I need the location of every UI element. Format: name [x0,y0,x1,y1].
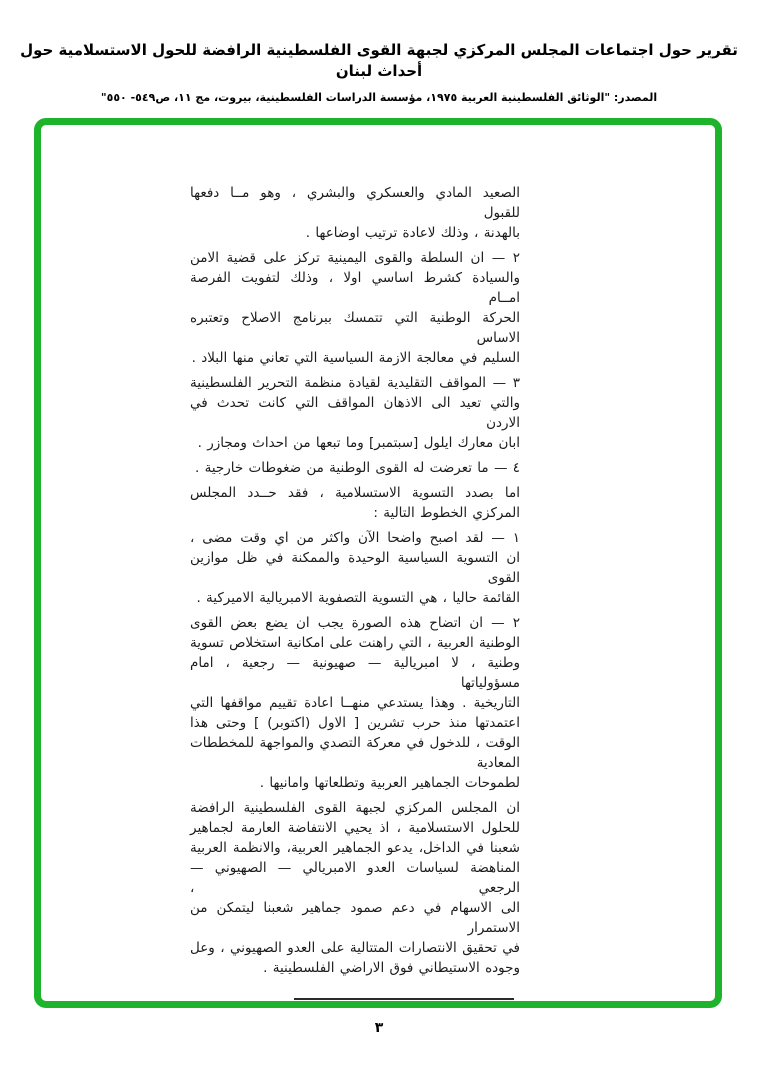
text-line: الوطنية العربية ، التي راهنت على امكانية استخلاص تسوية [190,635,520,651]
text-line: والتي تعيد الى الاذهان المواقف التي كانت تحدث في الاردن [190,395,520,431]
text-line: وجوده الاستيطاني فوق الاراضي الفلسطينية . [263,960,520,976]
paragraph [190,798,520,978]
text-line: والسيادة كشرط اساسي اولا ، وذلك لتفويت الفرصة امــام [190,270,520,306]
page-title: تقرير حول اجتماعات المجلس المركزي لجبهة القوى الفلسطينية الرافضة للحول الاستسلامية حول أحداث لبنان [20,41,738,80]
text-line: شعبنا في الداخل، يدعو الجماهير العربية، والانظمة العربية [190,840,520,856]
paragraph [190,373,520,453]
text-line: ان المجلس المركزي لجبهة القوى الفلسطينية الرافضة [190,800,520,816]
text-line: الوقت ، للدخول في معركة التصدي والمواجهة للمخططات المعادية [190,735,520,771]
text-line: في تحقيق الانتصارات المتتالية على العدو الصهيوني ، وعل [190,940,520,956]
paragraph [190,528,520,608]
text-line: ١ — لقد اصبح واضحا الآن واكثر من اي وقت مضى ، [190,530,520,546]
page-number: ٣ [374,1020,384,1036]
text-line: للحلول الاستسلامية ، اذ يحيي الانتفاضة العارمة لجماهير [190,820,520,836]
section-divider-rule [294,998,514,1000]
text-line: اما بصدد التسوية الاستسلامية ، فقد حــدد المجلس [190,485,520,501]
text-line: المركزي الخطوط التالية : [373,505,520,521]
source-citation: المصدر: "الوثائق الفلسطينية العربية ١٩٧٥، مؤسسة الدراسات الفلسطينية، بيروت، مج ١١، ص٥٤٩- ٥٥٠" [100,91,658,104]
text-line: الحركة الوطنية التي تتمسك ببرنامج الاصلاح وتعتبره الاساس [190,310,520,346]
document-text-column [190,183,520,1000]
text-line: ابان معارك ايلول [سبتمبر] وما تبعها من احداث ومجازر . [197,435,520,451]
scanned-document-frame [34,118,722,1008]
text-line: ٤ — ما تعرضت له القوى الوطنية من ضغوطات خارجية . [195,460,520,476]
text-line: الى الاسهام في دعم صمود جماهير شعبنا ليتمكن من الاستمرار [190,900,520,936]
text-line: اعتمدتها منذ حرب تشرين [ الاول (اكتوبر) ] وحتى هذا [190,715,520,731]
text-line: بالهدنة ، وذلك لاعادة ترتيب اوضاعها . [305,225,520,241]
paragraph [190,613,520,793]
document-header [0,40,758,104]
text-line: القائمة حاليا ، هي التسوية التصفوية الامبريالية الاميركية . [196,590,520,606]
text-line: وطنية ، لا امبريالية — صهيونية — رجعية ، امام مسؤولياتها [190,655,520,691]
paragraph [190,458,520,478]
text-line: الصعيد المادي والعسكري والبشري ، وهو مــا دفعها للقبول [190,185,520,221]
text-line: لطموحات الجماهير العربية وتطلعاتها وامانيها . [259,775,520,791]
text-line: ٢ — ان السلطة والقوى اليمينية تركز على قضية الامن [190,250,520,266]
text-line: ان التسوية السياسية الوحيدة والممكنة في ظل موازين القوى [190,550,520,586]
text-line: ٣ — المواقف التقليدية لقيادة منظمة التحرير الفلسطينية [190,375,520,391]
paragraph [190,483,520,523]
paragraph [190,248,520,368]
text-line: المناهضة لسياسات العدو الامبريالي — الصهيوني — الرجعي ، [190,860,520,896]
paragraph [190,183,520,243]
text-line: ٢ — ان اتضاح هذه الصورة يجب ان يضع بعض القوى [190,615,520,631]
text-line: السليم في معالجة الازمة السياسية التي تعاني منها البلاد . [191,350,520,366]
text-line: التاريخية . وهذا يستدعي منهــا اعادة تقييم مواقفها التي [190,695,520,711]
